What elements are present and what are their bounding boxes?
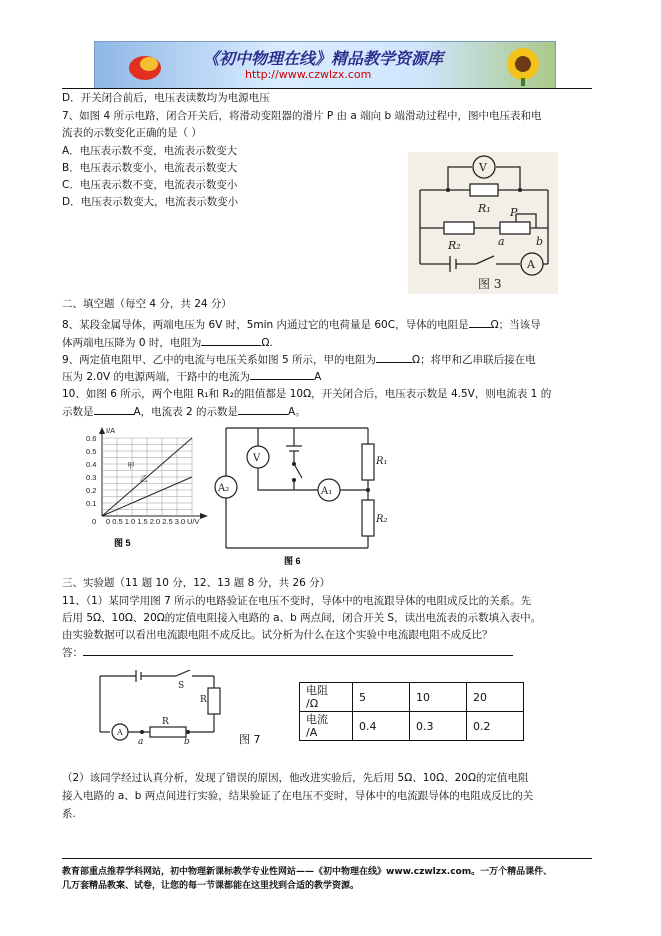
q10-line-1: 10、如图 6 所示，两个电阻 R₁和 R₂的阻值都是 10Ω，开关闭合后，电压表示数是 4.5V，则电流表 1 的 <box>62 388 552 400</box>
section-2-heading: 二、填空题（每空 4 分，共 24 分） <box>62 298 232 310</box>
table-cell: 10 <box>410 683 467 712</box>
q8-text-2: 体两端电压降为 0 时，电阻为 <box>62 337 202 349</box>
q11-line-2: 后用 5Ω、10Ω、20Ω的定值电阻接入电路的 a、b 两点间，闭合开关 S，读出电流表的示数填入表中。 <box>62 612 542 624</box>
q9-text-2: 压为 2.0V 的电源两端，干路中的电流为 <box>62 371 251 383</box>
q10-text-2c: A。 <box>288 406 306 418</box>
table-cell: 20 <box>467 683 524 712</box>
fig6-caption: 图 6 <box>284 556 301 566</box>
y-tick-label: 0.6 <box>86 434 97 443</box>
q10-text-2b: A，电流表 2 的示数是 <box>133 406 239 418</box>
q10-blank-1[interactable] <box>94 403 134 415</box>
footer-rule <box>62 858 592 859</box>
answer-label: 答： <box>62 647 83 659</box>
figure-5-chart <box>72 424 212 550</box>
table-header-resistance <box>300 683 353 712</box>
fig7-switch-label: S <box>178 681 185 691</box>
q6-option-d: D．开关闭合前后，电压表读数均为电源电压 <box>62 92 270 104</box>
fig5-x-axis-label: U/V <box>187 517 200 526</box>
q7-option-a: A．电压表示数不变，电流表示数变大 <box>62 145 238 157</box>
fig7-a-label: a <box>138 737 144 747</box>
q11-answer-line <box>62 644 513 661</box>
fig5-caption: 图 5 <box>114 538 131 548</box>
fig6-ammeter2-label: A₂ <box>218 483 230 494</box>
fig7-r-label: R <box>162 717 169 727</box>
fig6-r1-label: R₁ <box>376 456 388 467</box>
y-tick-label: 0.5 <box>86 447 97 456</box>
fig6-voltmeter-label: V <box>253 453 261 464</box>
figure-6-circuit <box>212 424 392 566</box>
table-header-text: 电流 <box>306 713 328 726</box>
fig3-r1-label: R₁ <box>478 202 491 215</box>
q8-line-2 <box>62 334 273 351</box>
q7-option-c: C．电压表示数不变，电流表示数变小 <box>62 179 238 191</box>
q9-blank-2[interactable] <box>250 368 314 380</box>
banner-url[interactable]: http://www.czwlzx.com <box>245 68 372 81</box>
header-rule <box>62 88 592 89</box>
q10-blank-2[interactable] <box>238 403 288 415</box>
y-tick-label: 0.4 <box>86 460 97 469</box>
table-header-unit: /A <box>306 726 318 739</box>
header-banner <box>94 41 556 89</box>
table-header-text: 电阻 <box>306 684 328 697</box>
q10-text-2: 示数是 <box>62 406 94 418</box>
fig3-ammeter-label: A <box>527 258 535 271</box>
fig3-b-label: b <box>536 235 544 248</box>
q9-text-1: 9、两定值电阻甲、乙中的电流与电压关系如图 5 所示，甲的电阻为 <box>62 354 377 366</box>
q11-line-1: 11、（1）某同学用图 7 所示的电路验证在电压不变时，导体中的电流跟导体的电阻成反比的关系。先 <box>62 595 532 607</box>
fig6-r2-label: R₂ <box>376 514 388 525</box>
q9-line-1 <box>62 351 536 368</box>
q9-text-2b: A <box>314 371 322 383</box>
fig5-origin-label: 0 <box>92 517 97 526</box>
fig5-series-label-jia: 甲 <box>127 461 135 470</box>
q11-answer-blank[interactable] <box>83 644 513 656</box>
q9-blank-1[interactable] <box>376 351 412 363</box>
q7-option-d: D．电压表示数变大，电流表示数变小 <box>62 196 239 208</box>
q8-text-1: 8、某段金属导体，两端电压为 6V 时，5min 内通过它的电荷量是 60C，导体的电阻是 <box>62 319 469 331</box>
table-row <box>300 683 524 712</box>
fig7-ammeter-label: A <box>117 728 123 737</box>
fig7-b-label: b <box>184 737 190 747</box>
table-cell: 0.2 <box>467 712 524 741</box>
fig3-slider-label: P <box>510 206 518 219</box>
fig7-caption: 图 7 <box>239 733 261 746</box>
q11-part2-line-3: 系. <box>62 808 76 820</box>
table-row <box>300 712 524 741</box>
y-tick-label: 0.3 <box>86 473 97 482</box>
q10-line-2 <box>62 403 306 420</box>
q11-part2-line-2: 接入电路的 a、b 两点间进行实验，结果验证了在电压不变时，导体中的电流跟导体的电阻成反比的关 <box>62 790 534 802</box>
fig5-y-axis-label: I/A <box>106 426 116 435</box>
banner-title: 《初中物理在线》精品教学资源库 <box>203 49 444 68</box>
section-3-heading: 三、实验题（11 题 10 分，12、13 题 8 分，共 26 分） <box>62 577 331 589</box>
figure-3-circuit <box>408 152 558 294</box>
site-logo-icon <box>125 48 165 84</box>
q8-blank-2[interactable] <box>201 334 261 346</box>
fig7-rprime-label: R' <box>200 695 210 705</box>
fig3-r2-label: R₂ <box>448 239 461 252</box>
y-tick-label: 0.1 <box>86 499 97 508</box>
footer-line-1: 教育部重点推荐学科网站，初中物理新课标教学专业性网站——《初中物理在线》www.czwlzx.com。一万个精品课件、 <box>62 867 553 877</box>
q8-blank-1[interactable] <box>469 316 491 328</box>
q8-text-1b: Ω；当该导 <box>490 319 541 331</box>
footer-line-2: 几万套精品教案、试卷，让您的每一节课都能在这里找到合适的教学资源。 <box>62 881 360 891</box>
q7-option-b: B．电压表示数变小，电流表示数变大 <box>62 162 238 174</box>
q9-text-1b: Ω；将甲和乙串联后接在电 <box>412 354 536 366</box>
fig3-voltmeter-label: V <box>479 161 487 174</box>
table-header-current <box>300 712 353 741</box>
q7-stem-1: 7、如图 4 所示电路，闭合开关后，将滑动变阻器的滑片 P 由 a 端向 b 端滑动过程中，图中电压表和电 <box>62 110 542 122</box>
q8-text-2b: Ω. <box>261 337 273 349</box>
q7-stem-2: 流表的示数变化正确的是（ ） <box>62 127 202 139</box>
fig5-series-label-yi: 乙 <box>140 474 148 483</box>
fig6-ammeter1-label: A₁ <box>321 486 333 497</box>
y-tick-label: 0.2 <box>86 486 97 495</box>
table-header-unit: /Ω <box>306 697 319 710</box>
q8-line-1 <box>62 316 541 333</box>
figure-7-circuit <box>96 670 256 750</box>
q11-line-3: 由实验数据可以看出电流跟电阻不成反比。试分析为什么在这个实验中电流跟电阻不成反比？ <box>62 629 493 641</box>
sunflower-icon <box>495 44 551 86</box>
q9-line-2 <box>62 368 321 385</box>
table-cell: 5 <box>353 683 410 712</box>
q11-part2-line-1: （2）该同学经过认真分析，发现了错误的原因，他改进实验后，先后用 5Ω、10Ω、20Ω的定值电阻 <box>62 772 529 784</box>
fig3-caption: 图 3 <box>478 277 502 291</box>
fig5-x-ticks: 0 0.5 1.0 1.5 2.0 2.5 3.0 <box>106 517 186 526</box>
fig3-a-label: a <box>498 235 505 248</box>
table-cell: 0.3 <box>410 712 467 741</box>
resistance-current-table <box>299 682 524 741</box>
table-cell: 0.4 <box>353 712 410 741</box>
